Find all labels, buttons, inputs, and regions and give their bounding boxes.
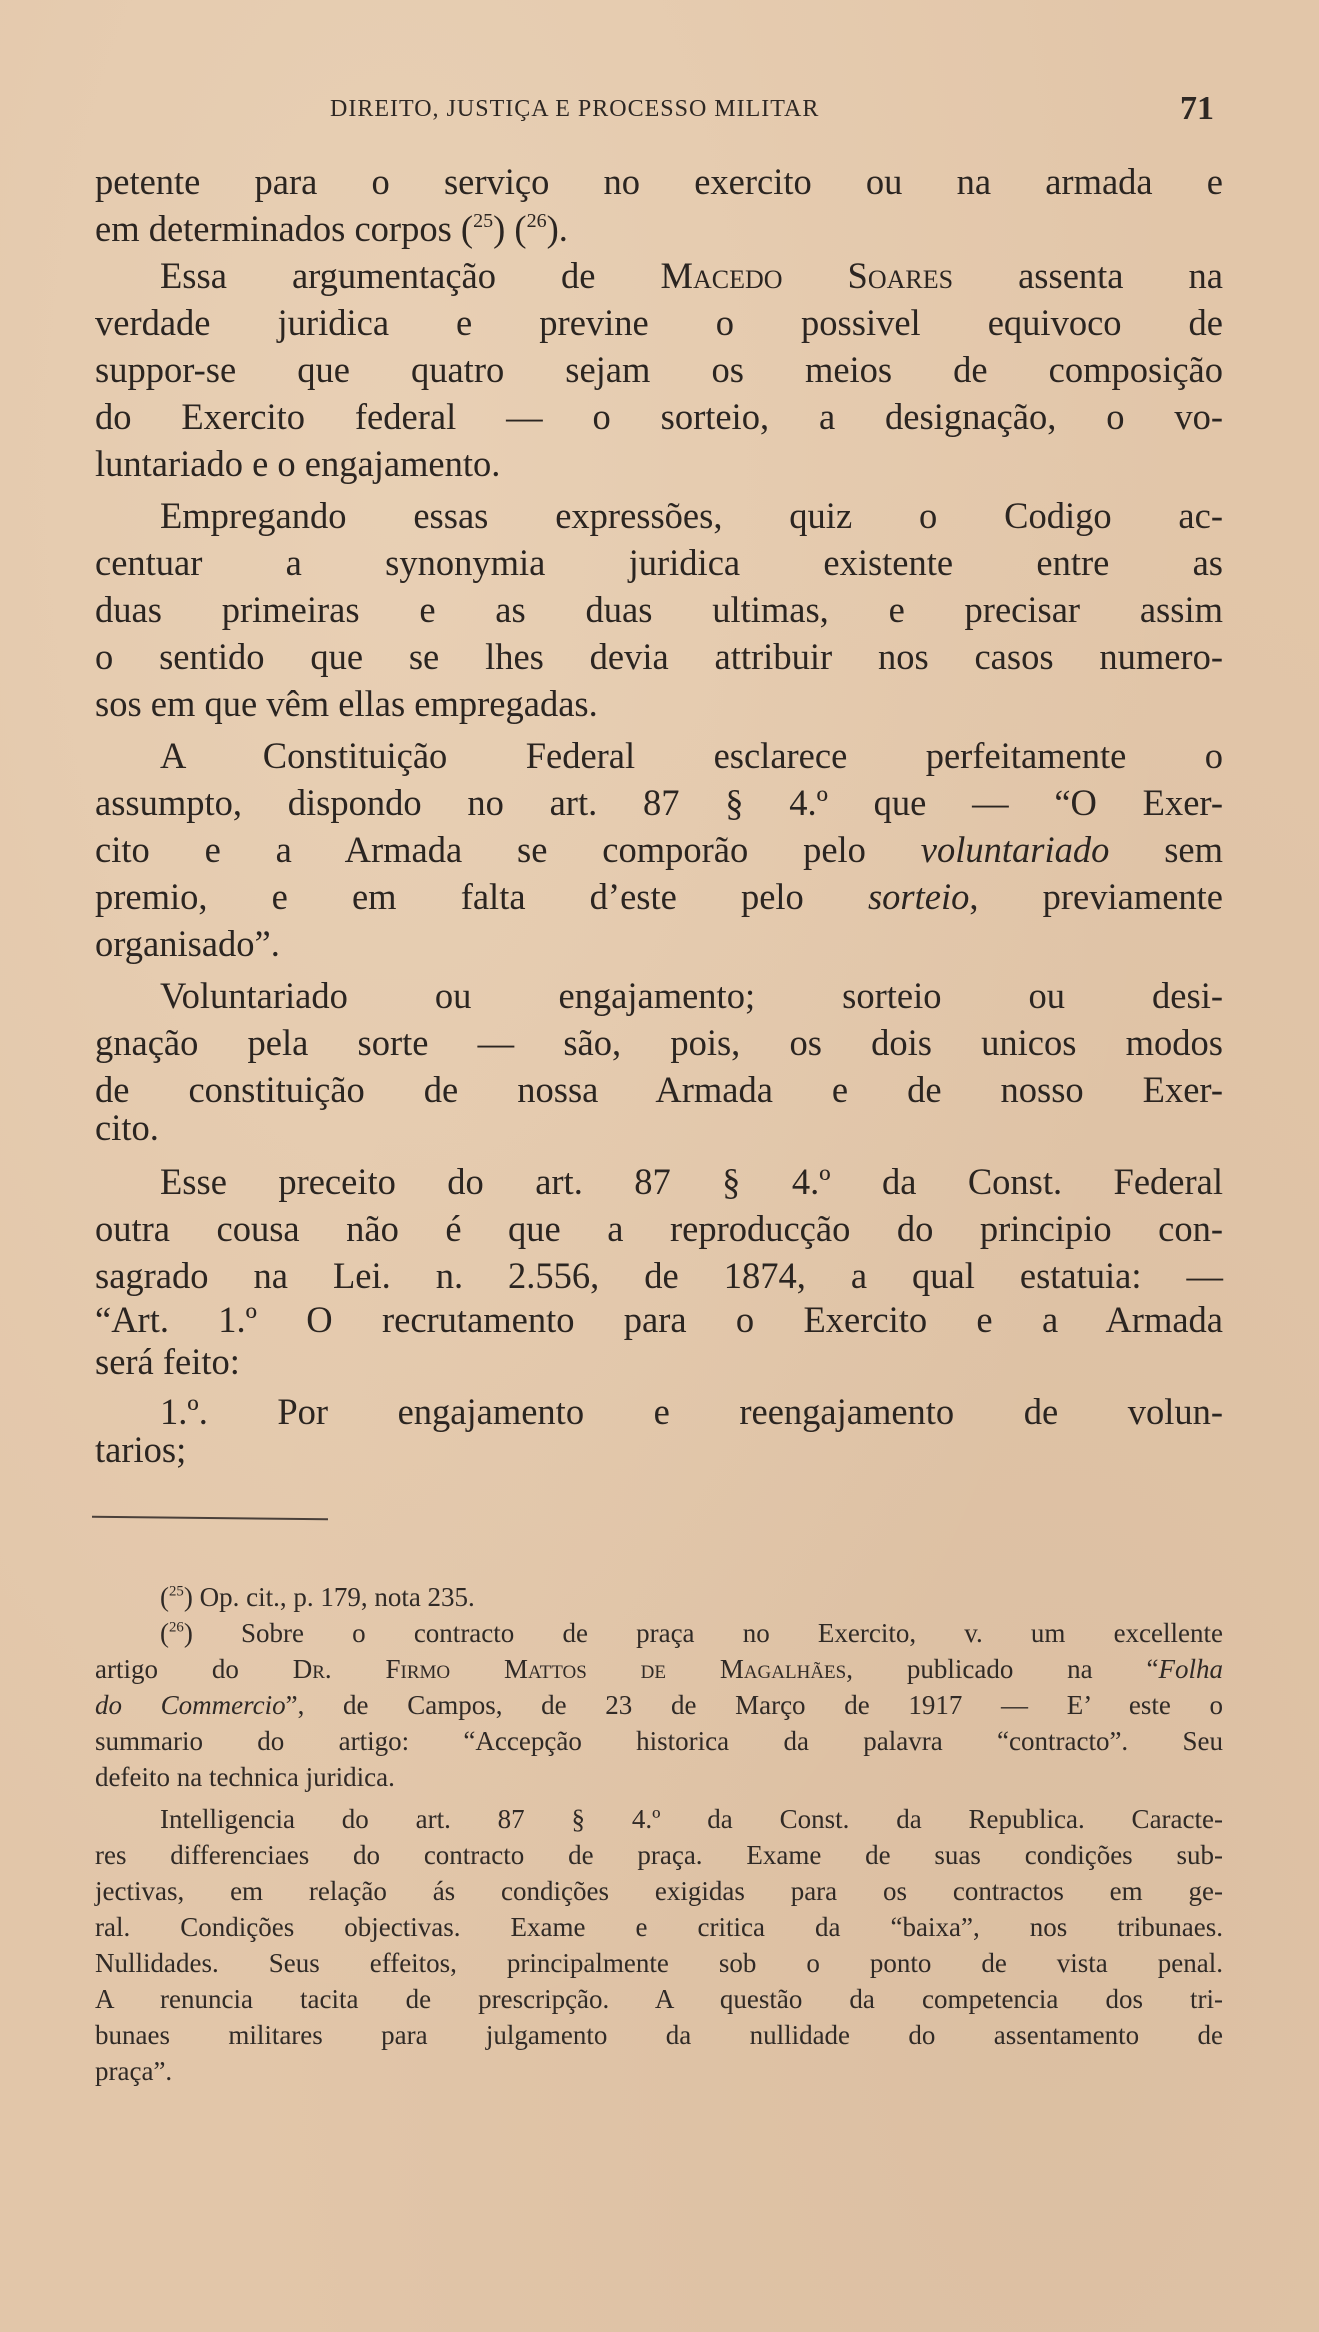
body-line: cito. — [95, 1107, 159, 1148]
body-line: será feito: — [95, 1341, 240, 1382]
footnote-line — [95, 1688, 1223, 1722]
body-line: duas primeiras e as duas ultimas, e precisar assim — [95, 589, 1223, 630]
body-line: assumpto, dispondo no art. 87 § 4.º que — “O Exer- — [95, 782, 1223, 823]
body-line: o sentido que se lhes devia attribuir nos casos numero- — [95, 636, 1223, 677]
body-line: 1.º. Por engajamento e reengajamento de volun- — [160, 1391, 1223, 1432]
body-line — [95, 207, 1223, 251]
text-run: , previamente — [969, 876, 1223, 917]
footnote-26 — [160, 1616, 1223, 1650]
page-number: 71 — [1180, 90, 1214, 127]
body-line: tarios; — [95, 1429, 187, 1470]
author-name: Macedo Soares — [660, 255, 954, 296]
text-run: ”, de Campos, de 23 de Março de 1917 — E’ este o — [285, 1690, 1223, 1720]
text-run: sem — [1109, 829, 1223, 870]
body-line: verdade juridica e previne o possivel equivoco de — [95, 302, 1223, 343]
body-line: Empregando essas expressões, quiz o Codigo ac- — [160, 495, 1223, 536]
body-line: “Art. 1.º O recrutamento para o Exercito e a Armada — [95, 1299, 1223, 1340]
author-name: Dr. Firmo Mattos de Magalhães — [292, 1654, 847, 1684]
text-run: artigo do — [95, 1654, 293, 1684]
body-line: suppor-se que quatro sejam os meios de composição — [95, 349, 1223, 390]
italic-term: voluntariado — [920, 829, 1110, 870]
publication-title: Folha — [1158, 1654, 1224, 1684]
text-run: em determinados corpos ( — [95, 208, 474, 249]
footnote-line: Intelligencia do art. 87 § 4.º da Const. da Republica. Caracte- — [160, 1804, 1223, 1834]
body-line: Voluntariado ou engajamento; sorteio ou desi- — [160, 975, 1223, 1016]
body-line: do Exercito federal — o sorteio, a designação, o vo- — [95, 396, 1223, 437]
body-line: Esse preceito do art. 87 § 4.º da Const. Federal — [160, 1161, 1223, 1202]
body-line: organisado”. — [95, 923, 280, 964]
footnote-line: res differenciaes do contracto de praça. Exame de suas condições sub- — [95, 1840, 1223, 1870]
footnote-number: 25 — [169, 1583, 184, 1600]
publication-title: do Commercio — [95, 1690, 286, 1720]
running-title: DIREITO, JUSTIÇA E PROCESSO MILITAR — [330, 96, 820, 122]
text-run: ) ( — [493, 208, 527, 249]
text-run: Essa argumentação de — [160, 255, 661, 296]
text-run: ( — [160, 1618, 169, 1648]
body-line: sos em que vêm ellas empregadas. — [95, 683, 598, 724]
italic-term: sorteio — [867, 876, 970, 917]
text-run: assenta na — [953, 255, 1223, 296]
footnote-number: 26 — [169, 1619, 184, 1636]
body-line: outra cousa não é que a reproducção do principio con- — [95, 1208, 1223, 1249]
footnote-line: defeito na technica juridica. — [95, 1762, 395, 1792]
text-run: ( — [160, 1582, 169, 1612]
text-run: ) Op. cit., p. 179, nota 235. — [183, 1582, 475, 1612]
body-line: gnação pela sorte — são, pois, os dois unicos modos — [95, 1022, 1223, 1063]
footnote-line: Nullidades. Seus effeitos, principalmente sob o ponto de vista penal. — [95, 1948, 1223, 1978]
footnote-line: summario do artigo: “Accepção historica da palavra “contracto”. Seu — [95, 1726, 1223, 1756]
text-run: , publicado na “ — [846, 1654, 1159, 1684]
footnote-line: jectivas, em relação ás condições exigidas para os contractos em ge- — [95, 1876, 1223, 1906]
footnote-line: praça”. — [95, 2056, 173, 2086]
body-line — [95, 875, 1223, 919]
body-line — [95, 828, 1223, 872]
body-line: de constituição de nossa Armada e de nosso Exer- — [95, 1069, 1223, 1110]
body-line: A Constituição Federal esclarece perfeitamente o — [160, 735, 1223, 776]
text-run: cito e a Armada se comporão pelo — [95, 829, 921, 870]
body-line: sagrado na Lei. n. 2.556, de 1874, a qual estatuia: — — [95, 1255, 1223, 1296]
body-line: centuar a synonymia juridica existente entre as — [95, 542, 1223, 583]
body-line: luntariado e o engajamento. — [95, 443, 501, 484]
footnote-line: A renuncia tacita de prescripção. A questão da competencia dos tri- — [95, 1984, 1223, 2014]
footnote-line: bunaes militares para julgamento da nullidade do assentamento de — [95, 2020, 1223, 2050]
body-line — [160, 254, 1223, 298]
footnote-separator — [92, 1516, 328, 1520]
body-line: petente para o serviço no exercito ou na armada e — [95, 161, 1223, 202]
footnote-ref-25[interactable]: 25 — [473, 209, 494, 232]
text-run: ). — [546, 208, 568, 249]
text-run: premio, e em falta d’este pelo — [95, 876, 868, 917]
footnote-ref-26[interactable]: 26 — [526, 209, 547, 232]
text-run: ) Sobre o contracto de praça no Exercito, v. um excellente — [183, 1618, 1223, 1648]
footnote-line: ral. Condições objectivas. Exame e critica da “baixa”, nos tribunaes. — [95, 1912, 1223, 1942]
footnote-line — [95, 1652, 1223, 1686]
footnote-25 — [160, 1580, 1223, 1614]
